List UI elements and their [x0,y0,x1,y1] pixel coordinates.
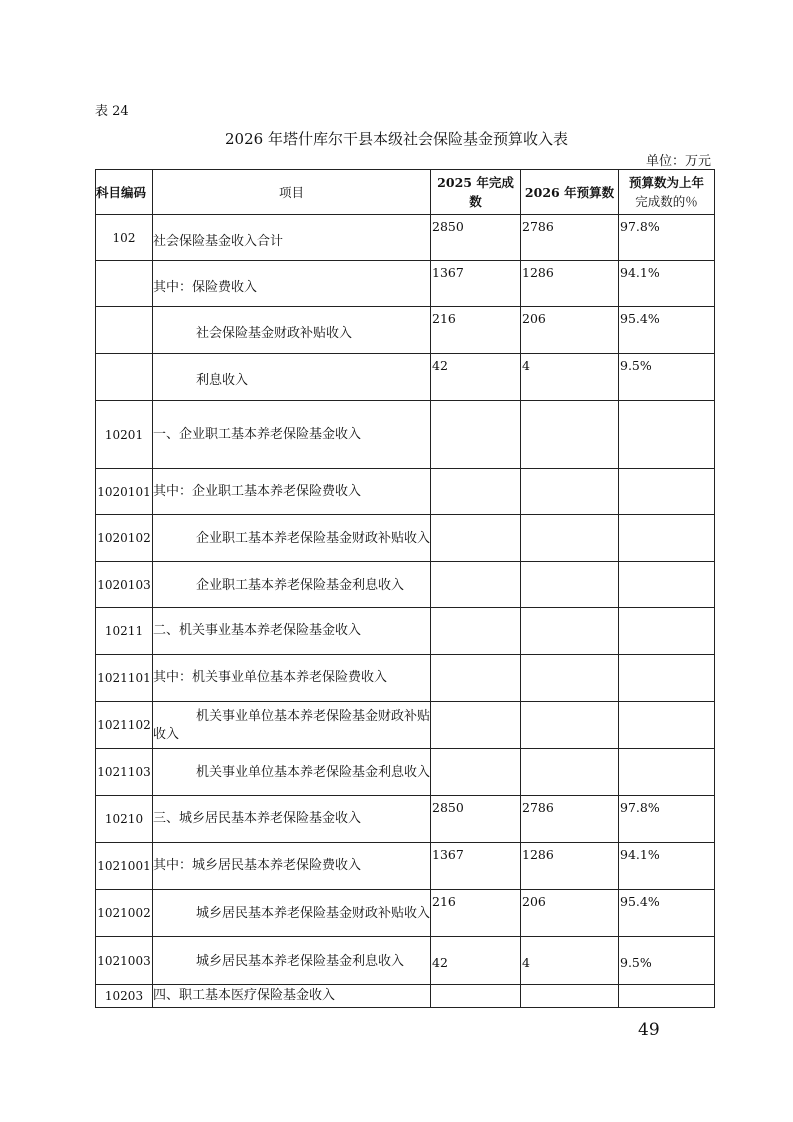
cell-item: 社会保险基金财政补贴收入 [153,307,431,354]
header-item: 项目 [153,170,431,215]
cell-y2025 [431,562,521,608]
cell-pct [619,608,715,655]
cell-y2026 [521,985,619,1008]
cell-y2025: 216 [431,890,521,937]
cell-y2026: 4 [521,354,619,401]
table-row [96,890,715,937]
budget-table [95,169,715,1008]
header-pct [619,170,715,215]
cell-y2026: 206 [521,890,619,937]
cell-pct: 9.5% [619,937,715,985]
cell-code [96,261,153,307]
cell-pct: 94.1% [619,261,715,307]
header-pct-line1: 预算数为上年 [628,175,704,190]
cell-pct [619,515,715,562]
table-row [96,401,715,469]
cell-pct: 95.4% [619,307,715,354]
cell-y2026: 1286 [521,843,619,890]
page-title: 2026 年塔什库尔干县本级社会保险基金预算收入表 [225,130,568,148]
cell-code: 1020103 [96,562,153,608]
header-pct-line2: 完成数的％ [635,194,698,209]
table-row [96,843,715,890]
cell-item: 企业职工基本养老保险基金财政补贴收入 [153,515,431,562]
cell-pct [619,401,715,469]
cell-y2025 [431,515,521,562]
cell-item: 社会保险基金收入合计 [153,215,431,261]
cell-y2025 [431,985,521,1008]
table-row [96,562,715,608]
cell-item: 四、职工基本医疗保险基金收入 [153,985,431,1008]
cell-y2025 [431,469,521,515]
cell-pct: 97.8% [619,215,715,261]
cell-y2025: 42 [431,937,521,985]
cell-y2025: 1367 [431,843,521,890]
header-code: 科目编码 [96,170,153,215]
cell-code [96,307,153,354]
table-row [96,215,715,261]
table-row [96,985,715,1008]
table-row [96,702,715,749]
table-row [96,655,715,702]
cell-item: 其中：保险费收入 [153,261,431,307]
cell-code: 102 [96,215,153,261]
cell-code: 1021101 [96,655,153,702]
cell-item: 利息收入 [153,354,431,401]
page-number: 49 [638,1020,660,1040]
cell-item: 机关事业单位基本养老保险基金财政补贴收入 [153,702,431,749]
cell-y2025: 1367 [431,261,521,307]
cell-item: 其中：机关事业单位基本养老保险费收入 [153,655,431,702]
cell-y2026 [521,401,619,469]
cell-y2026 [521,749,619,796]
table-row [96,749,715,796]
cell-item: 其中：企业职工基本养老保险费收入 [153,469,431,515]
cell-y2025 [431,401,521,469]
table-tag: 表 24 [95,104,129,119]
cell-code: 1021001 [96,843,153,890]
cell-y2025: 216 [431,307,521,354]
cell-item: 一、企业职工基本养老保险基金收入 [153,401,431,469]
cell-code: 1020101 [96,469,153,515]
cell-code: 10201 [96,401,153,469]
cell-pct: 97.8% [619,796,715,843]
cell-y2026 [521,469,619,515]
cell-y2026: 4 [521,937,619,985]
table-row [96,608,715,655]
cell-y2026 [521,562,619,608]
cell-y2025 [431,749,521,796]
table-row [96,354,715,401]
cell-y2026: 2786 [521,796,619,843]
table-row [96,469,715,515]
header-2025: 2025 年完成数 [431,170,521,215]
cell-item: 城乡居民基本养老保险基金利息收入 [153,937,431,985]
cell-item: 二、机关事业基本养老保险基金收入 [153,608,431,655]
cell-code: 1021002 [96,890,153,937]
cell-code: 10211 [96,608,153,655]
cell-code: 1020102 [96,515,153,562]
cell-item: 城乡居民基本养老保险基金财政补贴收入 [153,890,431,937]
table-row [96,261,715,307]
cell-y2026 [521,608,619,655]
cell-y2025: 2850 [431,215,521,261]
cell-item: 机关事业单位基本养老保险基金利息收入 [153,749,431,796]
cell-code: 10203 [96,985,153,1008]
cell-y2026: 206 [521,307,619,354]
cell-pct: 95.4% [619,890,715,937]
cell-code [96,354,153,401]
table-row [96,307,715,354]
cell-pct [619,655,715,702]
cell-y2025: 2850 [431,796,521,843]
cell-item: 三、城乡居民基本养老保险基金收入 [153,796,431,843]
cell-pct [619,562,715,608]
table-row [96,937,715,985]
header-2026: 2026 年预算数 [521,170,619,215]
cell-code: 1021102 [96,702,153,749]
cell-code: 1021003 [96,937,153,985]
cell-y2025 [431,655,521,702]
cell-y2026: 2786 [521,215,619,261]
cell-code: 1021103 [96,749,153,796]
header-row [96,170,715,215]
cell-item: 企业职工基本养老保险基金利息收入 [153,562,431,608]
cell-code: 10210 [96,796,153,843]
cell-pct [619,749,715,796]
cell-y2025: 42 [431,354,521,401]
cell-y2025 [431,702,521,749]
cell-y2026 [521,702,619,749]
table-row [96,515,715,562]
cell-pct [619,985,715,1008]
cell-pct: 94.1% [619,843,715,890]
unit-label: 单位：万元 [645,154,711,169]
cell-pct [619,702,715,749]
cell-y2025 [431,608,521,655]
cell-y2026 [521,655,619,702]
table-row [96,796,715,843]
cell-item: 其中：城乡居民基本养老保险费收入 [153,843,431,890]
cell-pct [619,469,715,515]
cell-pct: 9.5% [619,354,715,401]
cell-y2026 [521,515,619,562]
cell-y2026: 1286 [521,261,619,307]
